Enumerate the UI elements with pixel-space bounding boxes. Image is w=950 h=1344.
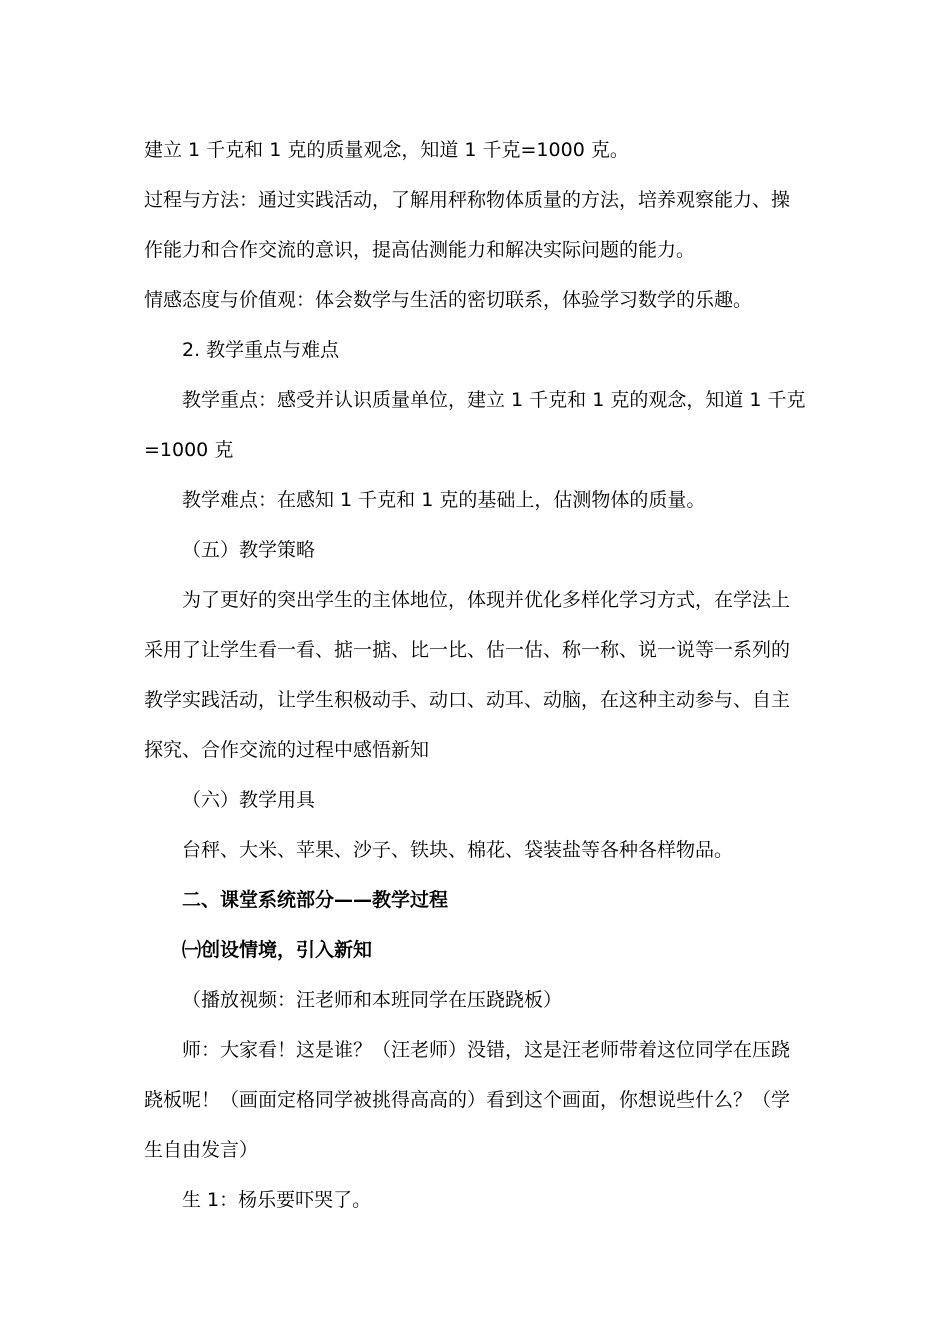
text-line-19: 师：大家看！这是谁？（汪老师）没错，这是汪老师带着这位同学在压跷 [182, 1039, 791, 1061]
text-line-22: 生 1：杨乐要吓哭了。 [182, 1189, 372, 1211]
text-line-6: 教学重点：感受并认识质量单位，建立 1 千克和 1 克的观念，知道 1 千克 [182, 389, 806, 411]
text-line-1: 建立 1 千克和 1 克的质量观念，知道 1 千克=1000 克。 [144, 139, 629, 161]
text-line-3: 作能力和合作交流的意识，提高估测能力和解决实际问题的能力。 [144, 239, 696, 261]
text-line-2: 过程与方法：通过实践活动，了解用秤称物体质量的方法，培养观察能力、操 [144, 189, 791, 211]
section-heading-key-points: 2. 教学重点与难点 [182, 339, 340, 361]
text-line-8: 教学难点：在感知 1 千克和 1 克的基础上，估测物体的质量。 [182, 489, 706, 511]
text-line-4: 情感态度与价值观：体会数学与生活的密切联系，体验学习数学的乐趣。 [144, 289, 753, 311]
text-line-15: 台秤、大米、苹果、沙子、铁块、棉花、袋装盐等各种各样物品。 [182, 839, 734, 861]
text-line-21: 生自由发言） [144, 1139, 259, 1161]
text-line-18: （播放视频：汪老师和本班同学在压跷跷板） [182, 989, 563, 1011]
section-heading-teaching-process: 二、课堂系统部分——教学过程 [182, 889, 449, 911]
section-heading-strategy: （五）教学策略 [182, 539, 316, 561]
text-line-20: 跷板呢！（画面定格同学被挑得高高的）看到这个画面，你想说些什么？（学 [144, 1089, 791, 1111]
text-line-11: 采用了让学生看一看、掂一掂、比一比、估一估、称一称、说一说等一系列的 [144, 639, 791, 661]
text-line-10: 为了更好的突出学生的主体地位，体现并优化多样化学习方式，在学法上 [182, 589, 791, 611]
text-line-12: 教学实践活动，让学生积极动手、动口、动耳、动脑，在这种主动参与、自主 [144, 689, 791, 711]
section-heading-introduction: ㈠创设情境，引入新知 [182, 939, 373, 961]
text-line-13: 探究、合作交流的过程中感悟新知 [144, 739, 430, 761]
text-line-7: =1000 克 [144, 439, 234, 461]
section-heading-tools: （六）教学用具 [182, 789, 316, 811]
